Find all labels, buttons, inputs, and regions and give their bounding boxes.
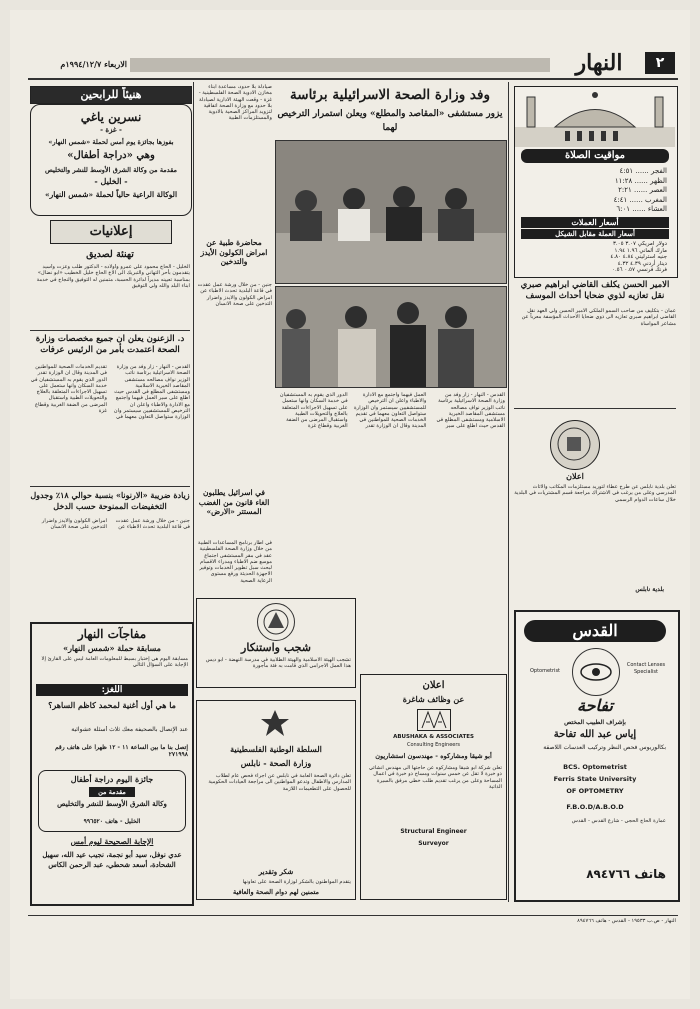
- tax-headline: زيادة ضريبة «الارنونا» بنسبة حوالي ١٨٪ وجدول التخفيضات الممنوحة حسب الدخل: [30, 490, 190, 511]
- doctor-name: إياس عبد الله تفاحة: [553, 729, 637, 740]
- clinic-line: بإشراف الطبيب المختص: [564, 719, 626, 726]
- winner-box: [30, 104, 192, 216]
- address-text: عمارة الحاج الحجي - شارع القدس - القدس: [571, 818, 666, 824]
- firm-ar: أبو شيقا ومشاركوه - مهندسون استشاريون: [375, 752, 492, 760]
- firm-logo: [417, 709, 451, 731]
- prize-line-3: مقدمة من وكالة الشرق الأوسط للنشر والتخليص: [45, 166, 177, 174]
- divider: [30, 330, 190, 331]
- zanoun-text: القدس - النهار - زار وفد من وزارة الصحة الاسرائيلية برئاسة نائب الوزير نواف مصالحه مستشفى المقاصد الخيرية الاسلامية ومستشفى المطلع في القدس حيث اطلع على سير العمل فيهما واجتمع مع الادارة والاطباء واعلن ان الترخيص للمستشفيين سيستمر وان الوزارة ستواصل التعاون معهما في تقديم الخدمات الصحية للمواطنين في المدينة وقال ان الوزارة تقدر الدور الذي يقوم به المستشفيان في خدمة السكان وانها ستعمل على تسهيل الاجراءات المتعلقة بالعلاج والتحويلات الطبية واستقبال المرضى من الضفة الغربية وقطاع غزة: [30, 364, 190, 421]
- congrats-bar: [30, 86, 192, 104]
- classifieds-banner: [50, 220, 172, 244]
- optometrist-ad: [514, 610, 680, 902]
- main-story-text: القدس - النهار - زار وفد من وزارة الصحة الاسرائيلية برئاسة نائب الوزير نواف مصالحه مستشفى المقاصد الخيرية الاسلامية ومستشفى المطلع في القدس حيث اطلع على سير العمل فيهما واجتمع مع الادارة والاطباء واعلن ان الترخيص للمستشفيين سيستمر وان الوزارة ستواصل التعاون معهما في تقديم الخدمات الصحية للمواطنين في المدينة وقال ان الوزارة تقدر الدور الذي يقوم به المستشفيان في خدمة السكان وانها ستعمل على تسهيل الاجراءات المتعلقة بالعلاج والتحويلات الطبية واستقبال المرضى من الضفة الغربية وقطاع غزة: [279, 392, 505, 430]
- thanks-title: شكر وتقدير: [258, 867, 294, 876]
- doctor-en-3: OF OPTOMETRY: [566, 787, 624, 795]
- currency-row: فرنك فرنسي ٠.٥٧ ٠.٥٦: [611, 267, 667, 274]
- puzzle-question: ما هي أول أغنية لمحمد كاظم الساهر؟: [48, 700, 176, 710]
- masthead-band: [130, 58, 550, 72]
- quds-banner: القدس: [524, 620, 666, 642]
- prize-line-2: وهي «دراجة أطفال»: [67, 150, 155, 161]
- condemn-title: شجب واستنكار: [241, 641, 311, 654]
- optometrist-left: Optometrist: [529, 668, 561, 674]
- doctor-en-2: Ferris State University: [553, 775, 637, 783]
- job-1: Structural Engineer: [400, 828, 467, 835]
- divider: [514, 408, 676, 409]
- prize-box-phone: الخليل - هاتف ٩٩٦٥٢٠: [83, 818, 141, 825]
- israel-title: في اسرائيل يطلبون الغاء قانون من الغضب المستتر «الارض»: [198, 488, 270, 516]
- currency-row: جنيه استرليني ٤.٨٤ ٤.٨٠: [610, 254, 667, 261]
- column-rule: [508, 82, 509, 902]
- puzzle-label: اللغز:: [36, 684, 188, 696]
- meeting-photo-art: [276, 141, 506, 283]
- contact-text: عند الإتصال بالصحيفة معك ثلاث أسئلة عشوائية: [71, 726, 188, 733]
- surprise-title: مفاجآت النهار: [77, 627, 147, 641]
- greeting-title: تهنئة لصديق: [86, 249, 134, 260]
- page-number: ٢: [645, 52, 675, 74]
- answer-text: عدي نوفل، سيد أبو نجمة، نجيب عيد الله، سهيل الشحادة، أسعد شحطي، عبد الرحمن الكاس: [42, 850, 182, 869]
- prayer-row: الظهر ...... ١١:٢٨: [614, 176, 667, 185]
- prayer-row: الفجر ...... ٤:٥١: [619, 167, 667, 175]
- meeting-photo-2: [275, 286, 507, 388]
- paper-name: النهار: [575, 50, 623, 76]
- firm-en: ABUSHAKA & ASSOCIATES: [393, 734, 474, 740]
- job-ad-title: اعلان: [422, 680, 445, 691]
- main-headline: وفد وزارة الصحة الاسرائيلية برئاسة: [290, 87, 490, 103]
- date-line: الاربعاء ١٩٩٤/١٢/٧م: [60, 59, 127, 69]
- announcement-text: تعلن بلدية نابلس عن طرح عطاء لتوريد مستلزمات المكاتب والاثاث المدرسي وعلى من يرغب في الاشتراك مراجعة قسم المشتريات في البلدية خلال ساعات الدوام الرسمي: [514, 484, 676, 503]
- announcement-title: اعلان: [566, 471, 584, 481]
- condemn-text: تشجب الهيئة الاسلامية والهيئة الطلابية في مدرسة النهضة - ابو ديس هذا العمل الاجرامي الذي قامت به فئة مأجورة: [205, 657, 351, 670]
- main-subheadline: يزور مستشفى «المقاصد والمطلع» ويعلن استمرار الترخيص لهما: [277, 109, 503, 133]
- greeting-text: الخليل - الحاج محمود علي عمرو وأولاده - الدكتور طلب وعزت وأسيد يتقدمون بأحر التهاني والتبريك الى الاخ الحاج خليل الخطيب «ابو نضال» بمناسبة تعيينه مديراً لدائرة الحسبة، متمنين له التوفيق والنجاح في خدمة ابناء البلد والله ولي التوفيق: [36, 264, 190, 289]
- authority-sub: وزارة الصحة - نابلس: [240, 758, 312, 768]
- lecture-text: جنين - من خلال ورشة عمل عقدت في قاعة البلدية تحدث الاطباء عن امراض الكولون والايدز واضرار التدخين على صحة الانسان: [197, 282, 272, 307]
- prize-line-1: بفوزها بجائزة يوم أمس لحملة «شمس النهار»: [48, 138, 174, 146]
- job-ad: [360, 674, 507, 900]
- prayer-row: العشاء ...... ٦:٠١: [616, 205, 667, 213]
- municipality-emblem: [550, 420, 600, 470]
- prayer-row: العصر ...... ٢:٢١: [618, 186, 667, 194]
- zanoun-headline: د. الزعنون يعلن ان جميع مخصصات وزارة الصحة اعتمدت بأمر من الرئيس عرفات: [35, 334, 185, 355]
- eye-icon: [573, 649, 619, 695]
- answer-title: الإجابة الصحيحة ليوم أمس: [70, 837, 154, 846]
- eagle-emblem: [259, 707, 291, 739]
- meeting-photo-1: [275, 140, 507, 284]
- eye-logo: [572, 648, 620, 696]
- mosque-illustration: [515, 87, 675, 147]
- meeting-photo-art: [276, 287, 506, 387]
- thanks-text: يتقدم المواطنون بالشكر لوزارة الصحة على تعاونها: [242, 879, 351, 885]
- emblem-icon: [258, 604, 294, 640]
- surprise-subtitle: مسابقة حملة «شمس النهار»: [63, 643, 161, 653]
- classifieds-label: إعلانيات: [89, 224, 133, 239]
- authority-title: السلطة الوطنية الفلسطينية: [230, 744, 322, 754]
- tax-text: جنين - من خلال ورشة عمل عقدت في قاعة البلدية تحدث الاطباء عن امراض الكولون والايدز واضرار التدخين على صحة الانسان: [41, 518, 190, 531]
- footer-rule: [28, 915, 678, 916]
- surprise-text: مسابقة اليوم هي إختبار بسيط للمعلومات العامة ليس على القارئ إلا الإجابة على السؤال التالي: [41, 656, 188, 669]
- prize-box-sponsor: وكالة الشرق الأوسط للنشر والتخليص: [57, 799, 167, 808]
- doctor-en-1: BCS. Optometrist: [563, 763, 627, 771]
- footer-text: النهار - ص.ب ١٩٥٣٣ - القدس - هاتف ٨٩٤٧٦٦: [577, 918, 676, 924]
- prize-line-5: الوكالة الراعية حالياً لحملة «شمس النهار»: [44, 190, 178, 199]
- prize-box-title: جائزة اليوم دراجة أطفال: [70, 774, 154, 784]
- obituary-text: عمان - بتكليف من صاحب السمو الملكي الامير الحسن ولي العهد نقل القاضي ابراهيم صبري تعازيه الى ذوي ضحايا الاحداث المؤسفة معرباً عن مشاعر المواساة: [521, 308, 676, 327]
- currency-row: دينار أردني ٤.٣٩ ٤.٣٢: [617, 260, 667, 267]
- job-text: تعلن شركة ابو شيقا ومشاركوه عن حاجتها الى مهندس انشائي ذو خبرة لا تقل عن خمس سنوات ومساح ذو خبرة في اعمال المساحة وعلى من يرغب تقديم طلب خطي مرفق بالسيرة الذاتية: [368, 765, 502, 790]
- doctor-en-4: F.B.O.D/A.B.O.D: [566, 803, 624, 811]
- prayer-title: مواقيت الصلاة: [521, 149, 669, 163]
- currency-row: مارك ألماني ١.٩٦ ١.٩٤: [614, 247, 667, 254]
- job-2: Surveyor: [418, 840, 449, 847]
- currency-table: [523, 241, 667, 275]
- doctor-desc: بكالوريوس فحص النظر وتركيب العدسات اللاصقة: [543, 744, 666, 751]
- mid-top-text: صيادلة بلا حدود، مساعدة ابناء مخازن الادوية الصحة الفلسطينية - غزة - وقعت الهيئة الادارية لصيادلة بلا حدود مع وزارة الصحة اتفاقية لتزويد المراكز الصحية بالادوية والمستلزمات الطبية: [198, 84, 272, 122]
- prize-box: [38, 770, 186, 832]
- firm-sub: Consulting Engineers: [406, 742, 461, 748]
- announcement-sign: بلدية نابلس: [635, 586, 664, 593]
- emblem-icon: [551, 421, 597, 467]
- prize-line-4: - الخليل -: [94, 176, 128, 186]
- eagle-icon: [259, 707, 291, 739]
- winner-name: نسرين ياغي: [80, 110, 142, 124]
- prize-box-sub: مقدمة من: [89, 787, 135, 797]
- lecture-title: محاضرة طبية عن امراض الكولون الأيدز والتدخين: [200, 238, 268, 266]
- optometrist-right: Contact Lenses Specialist: [626, 662, 666, 675]
- newspaper-page: [10, 10, 690, 999]
- prayer-currency-box: [514, 86, 678, 278]
- masthead-rule: [28, 78, 678, 80]
- top-mid-filler: في اطار برنامج المساعدات الطبية من خلال وزارة الصحة الفلسطينية عقد في مقر المستشفى اجتماع موسع ضم الاطباء ومدراء الاقسام لبحث سبل تطوير الخدمات وتوفير الاجهزة الحديثة ورفع مستوى الرعاية الصحية: [197, 540, 272, 584]
- phone-line: هاتف ٨٩٤٧٦٦: [586, 867, 666, 881]
- congrats-title: هنيئاً للرابحين: [80, 88, 142, 101]
- firm-logo-icon: [418, 710, 450, 730]
- currency-subtitle: أسعار العملة مقابل الشيكل: [521, 229, 669, 239]
- prayer-list: [523, 167, 667, 215]
- health-footer: متمنين لهم دوام الصحة والعافية: [233, 888, 319, 896]
- currency-row: دولار أمريكي ٣.٠٧ ٣.٠٥: [612, 241, 667, 247]
- job-ad-subtitle: عن وظائف شاغرة: [402, 694, 465, 704]
- authority-ad: [196, 700, 356, 900]
- condemn-ad: [196, 598, 356, 688]
- obituary-headline: الامير الحسن يكلف القاضي ابراهيم صبري نقل تعازيه لذوي ضحايا أحداث الموسف: [520, 280, 670, 301]
- phone-text: إتصل بنا ما بين الساعة ١١ - ١٢ ظهراً على هاتف رقم ٢٧١٩٩٨: [54, 744, 188, 758]
- divider: [30, 486, 190, 487]
- authority-text: تعلن دائرة الصحة العامة في نابلس عن اجراء فحص عام لطلاب المدارس والاطفال وتدعو المواطنين الى مراجعة العيادات الحكومية للحصول على التطعيمات اللازمة: [208, 773, 351, 792]
- clinic-title: تفاحة: [577, 696, 613, 715]
- prayer-row: المغرب ...... ٤:٤١: [613, 195, 667, 204]
- school-emblem: [257, 603, 295, 641]
- currency-title: أسعار العملات: [521, 217, 669, 228]
- winner-city: - غزة -: [100, 125, 122, 134]
- competition-box: [30, 622, 194, 906]
